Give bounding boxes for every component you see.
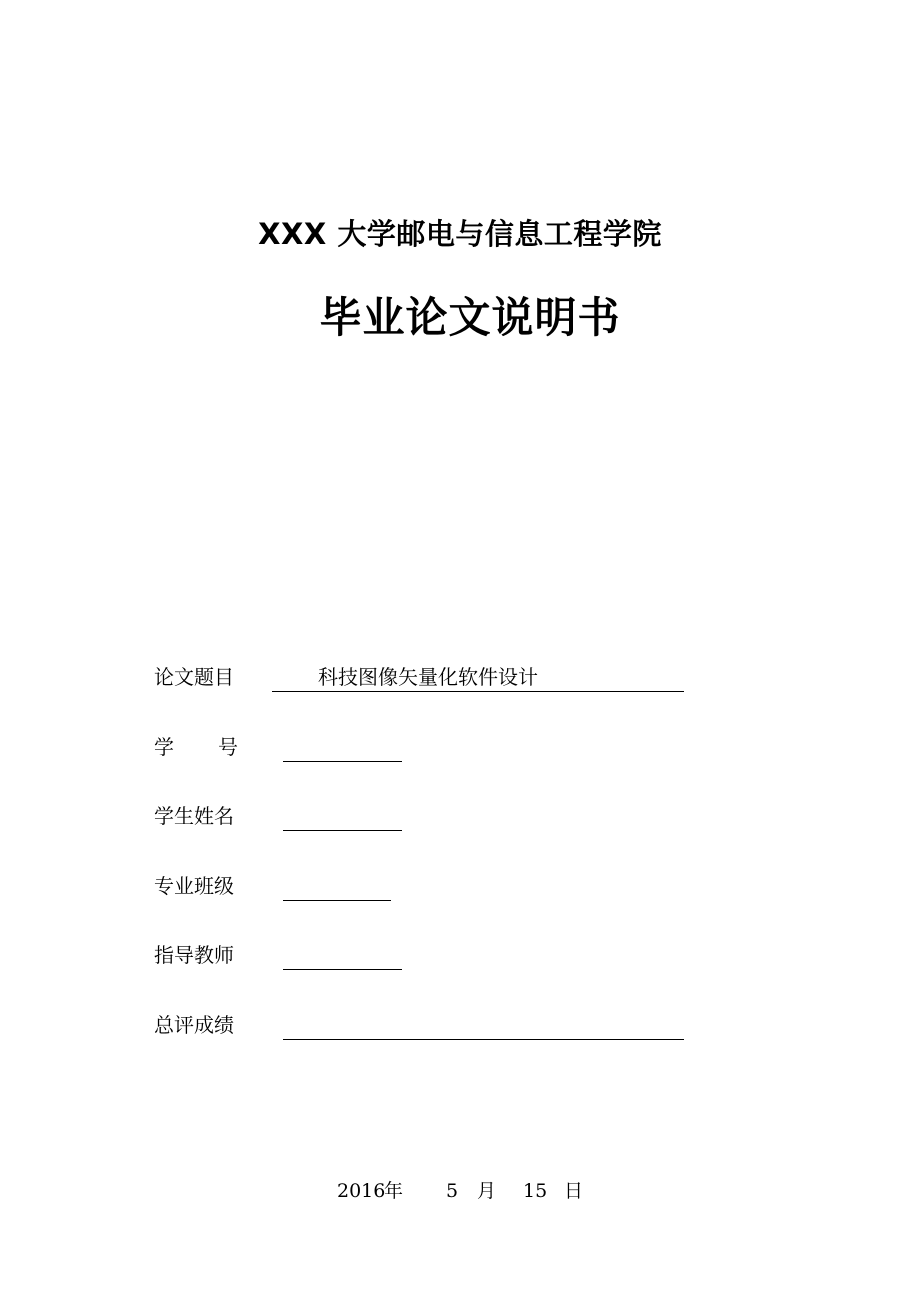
student-name-label: 学生姓名 (154, 804, 234, 828)
student-id-label-wrap (154, 732, 238, 762)
advisor-row (154, 940, 714, 970)
student-name-row (154, 801, 714, 831)
student-id-field[interactable] (283, 732, 402, 762)
student-name-field[interactable] (283, 801, 402, 831)
date-year: 2016 (337, 1180, 386, 1202)
thesis-title-value: 科技图像矢量化软件设计 (318, 665, 538, 689)
date-year-unit: 年 (384, 1180, 404, 1202)
date-day-unit: 日 (564, 1180, 584, 1202)
overall-grade-row (154, 1010, 714, 1040)
date-day: 15 (523, 1180, 548, 1202)
major-class-label: 专业班级 (154, 874, 234, 898)
date-line (0, 1176, 920, 1206)
major-class-row (154, 871, 714, 901)
thesis-title-label: 论文题目 (154, 665, 234, 689)
document-title: 毕业论文说明书 (319, 293, 621, 342)
date-month: 5 (446, 1180, 459, 1202)
student-id-label: 学 号 (154, 735, 238, 759)
overall-grade-label: 总评成绩 (154, 1013, 234, 1037)
major-class-field[interactable] (283, 871, 391, 901)
date-month-unit: 月 (477, 1180, 497, 1202)
thesis-title-field[interactable] (272, 662, 684, 692)
thesis-title-row (154, 662, 714, 692)
advisor-field[interactable] (283, 940, 402, 970)
student-id-row (154, 732, 714, 762)
school-name: XXX 大学邮电与信息工程学院 (258, 217, 662, 251)
overall-grade-field[interactable] (283, 1010, 684, 1040)
advisor-label: 指导教师 (154, 943, 234, 967)
